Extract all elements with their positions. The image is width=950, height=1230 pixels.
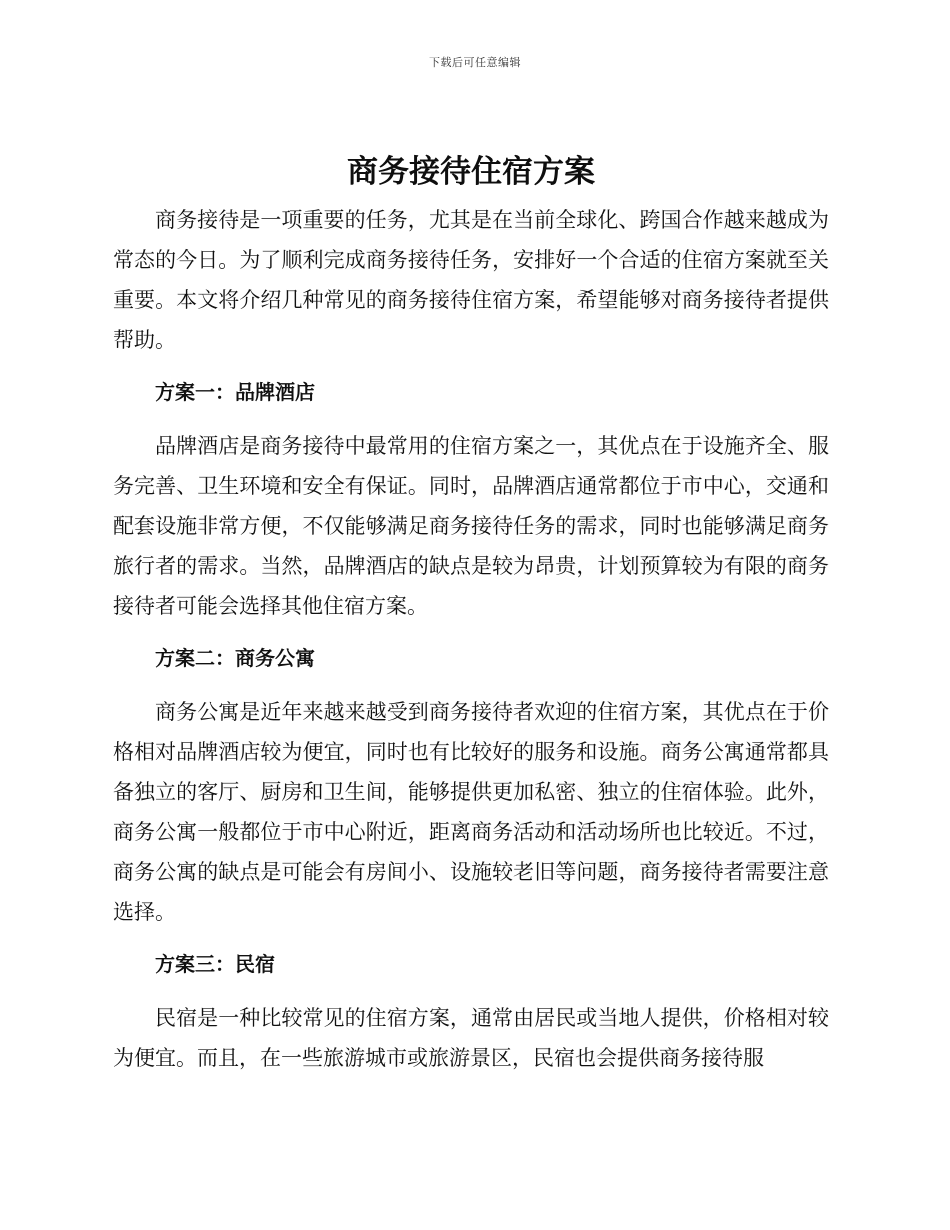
intro-paragraph: 商务接待是一项重要的任务，尤其是在当前全球化、跨国合作越来越成为常态的今日。为了顺利完成商务接待任务，安排好一个合适的住宿方案就至关重要。本文将介绍几种常见的商务接待住宿方案，希望能够对商务接待者提供帮助。	[113, 208, 829, 352]
section-heading-apartment: 方案二：商务公寓	[155, 646, 315, 670]
section-body-hotel: 品牌酒店是商务接待中最常用的住宿方案之一，其优点在于设施齐全、服务完善、卫生环境和安全有保证。同时，品牌酒店通常都位于市中心，交通和配套设施非常方便，不仅能够满足商务接待任务的需求，同时也能够满足商务旅行者的需求。当然，品牌酒店的缺点是较为昂贵，计划预算较为有限的商务接待者可能会选择其他住宿方案。	[113, 434, 829, 618]
section-heading-hotel: 方案一：品牌酒店	[155, 380, 315, 404]
document-body	[113, 148, 829, 1078]
section-heading-homestay: 方案三：民宿	[155, 952, 275, 976]
document-title: 商务接待住宿方案	[347, 154, 595, 190]
header-note: 下载后可任意编辑	[429, 56, 521, 69]
section-body-homestay: 民宿是一种比较常见的住宿方案，通常由居民或当地人提供，价格相对较为便宜。而且，在一些旅游城市或旅游景区，民宿也会提供商务接待服	[113, 1006, 829, 1070]
section-body-apartment: 商务公寓是近年来越来越受到商务接待者欢迎的住宿方案，其优点在于价格相对品牌酒店较为便宜，同时也有比较好的服务和设施。商务公寓通常都具备独立的客厅、厨房和卫生间，能够提供更加私密、独立的住宿体验。此外，商务公寓一般都位于市中心附近，距离商务活动和活动场所也比较近。不过，商务公寓的缺点是可能会有房间小、设施较老旧等问题，商务接待者需要注意选择。	[113, 700, 829, 924]
